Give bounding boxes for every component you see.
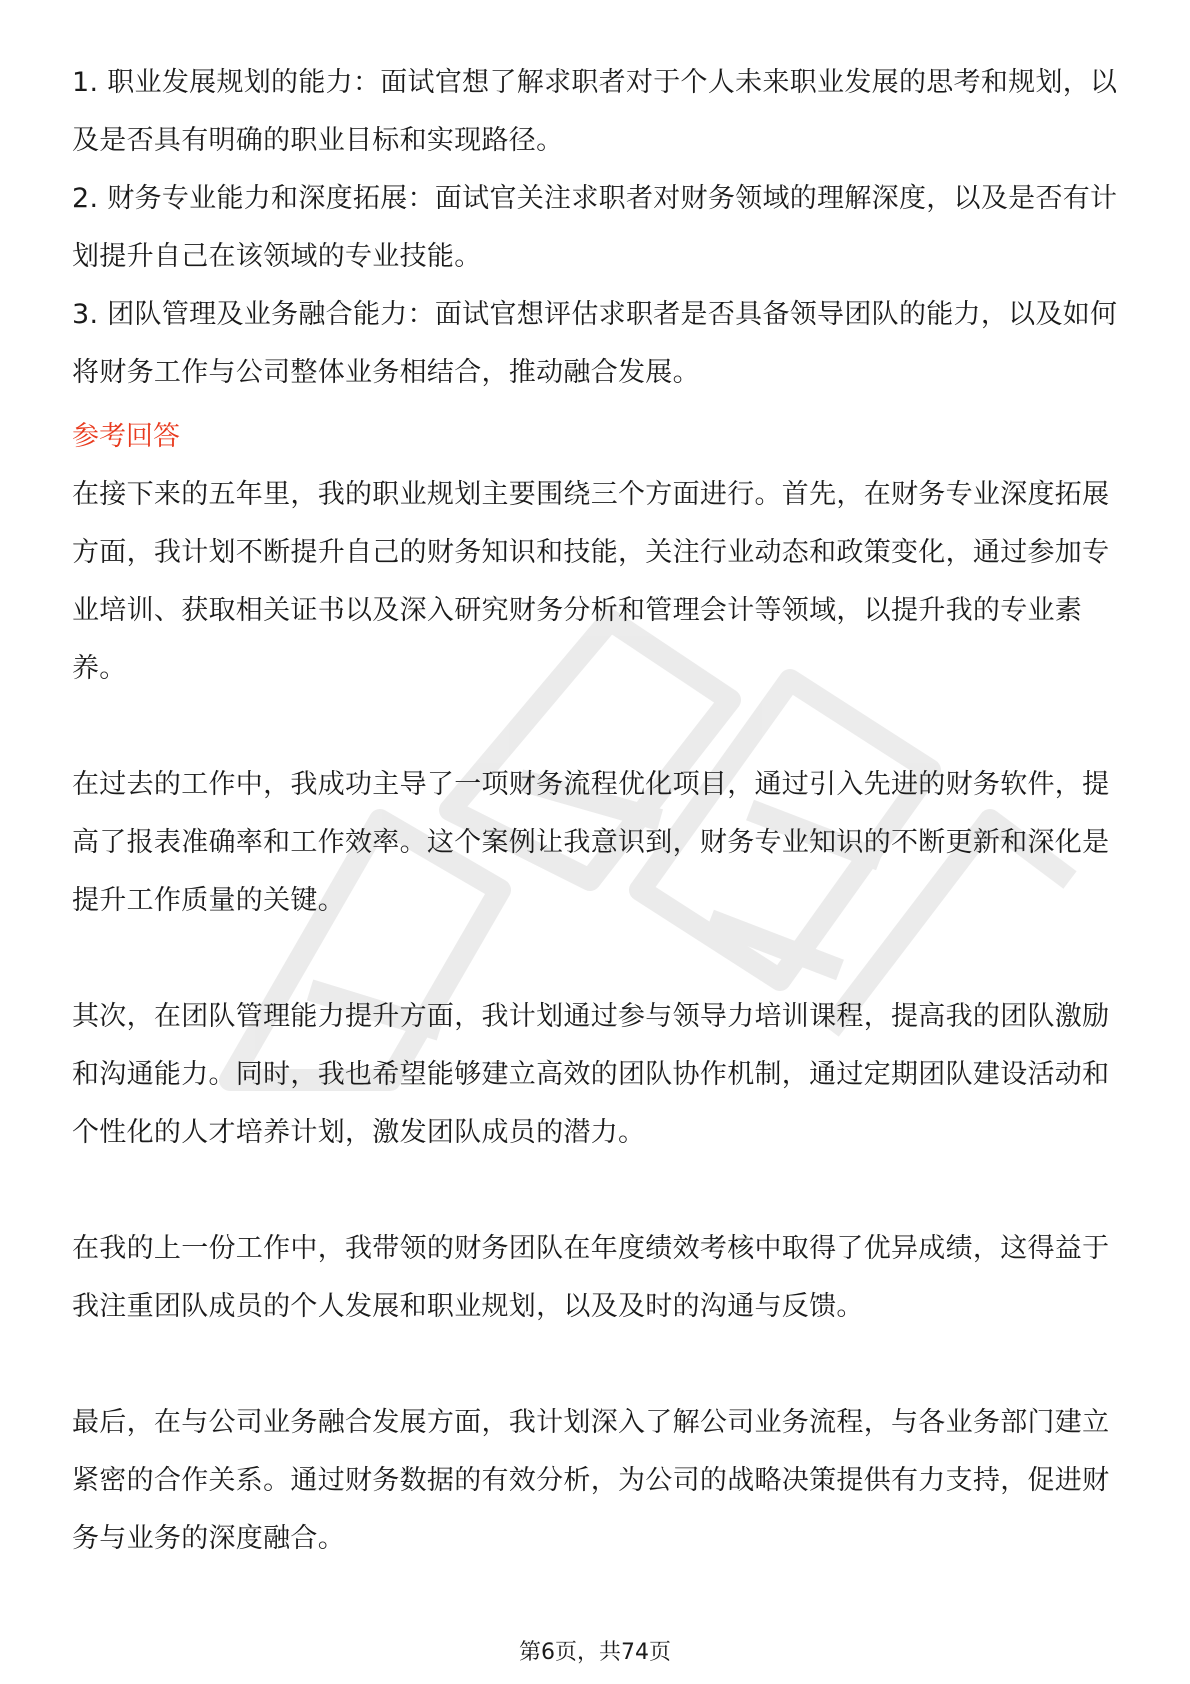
evaluation-point-3: 3. 团队管理及业务融合能力：面试官想评估求职者是否具备领导团队的能力，以及如何将财务工作与公司整体业务相结合，推动融合发展。 (72, 299, 1118, 388)
answer-paragraph: 其次，在团队管理能力提升方面，我计划通过参与领导力培训课程，提高我的团队激励和沟通能力。同时，我也希望能够建立高效的团队协作机制，通过定期团队建设活动和个性化的人才培养计划，激发团队成员的潜力。 (72, 1001, 1110, 1148)
paragraph-spacer (72, 1162, 1118, 1220)
evaluation-point-2: 2. 财务专业能力和深度拓展：面试官关注求职者对财务领域的理解深度，以及是否有计划提升自己在该领域的专业技能。 (72, 183, 1118, 272)
answer-paragraph: 最后，在与公司业务融合发展方面，我计划深入了解公司业务流程，与各业务部门建立紧密的合作关系。通过财务数据的有效分析，为公司的战略决策提供有力支持，促进财务与业务的深度融合。 (72, 1407, 1110, 1554)
page-content (72, 54, 1118, 1568)
answer-paragraph: 在接下来的五年里，我的职业规划主要围绕三个方面进行。首先，在财务专业深度拓展方面，我计划不断提升自己的财务知识和技能，关注行业动态和政策变化，通过参加专业培训、获取相关证书以及深入研究财务分析和管理会计等领域，以提升我的专业素养。 (72, 479, 1110, 684)
answer-paragraph: 在过去的工作中，我成功主导了一项财务流程优化项目，通过引入先进的财务软件，提高了报表准确率和工作效率。这个案例让我意识到，财务专业知识的不断更新和深化是提升工作质量的关键。 (72, 769, 1110, 916)
page-number: 第6页，共74页 (519, 1640, 671, 1665)
answer-paragraph: 在我的上一份工作中，我带领的财务团队在年度绩效考核中取得了优异成绩，这得益于我注重团队成员的个人发展和职业规划，以及及时的沟通与反馈。 (72, 1233, 1110, 1322)
paragraph-spacer (72, 930, 1118, 988)
paragraph-spacer (72, 1336, 1118, 1394)
answer-heading: 参考回答 (72, 421, 180, 452)
paragraph-spacer (72, 698, 1118, 756)
evaluation-point-1: 1. 职业发展规划的能力：面试官想了解求职者对于个人未来职业发展的思考和规划，以及是否具有明确的职业目标和实现路径。 (72, 67, 1118, 156)
